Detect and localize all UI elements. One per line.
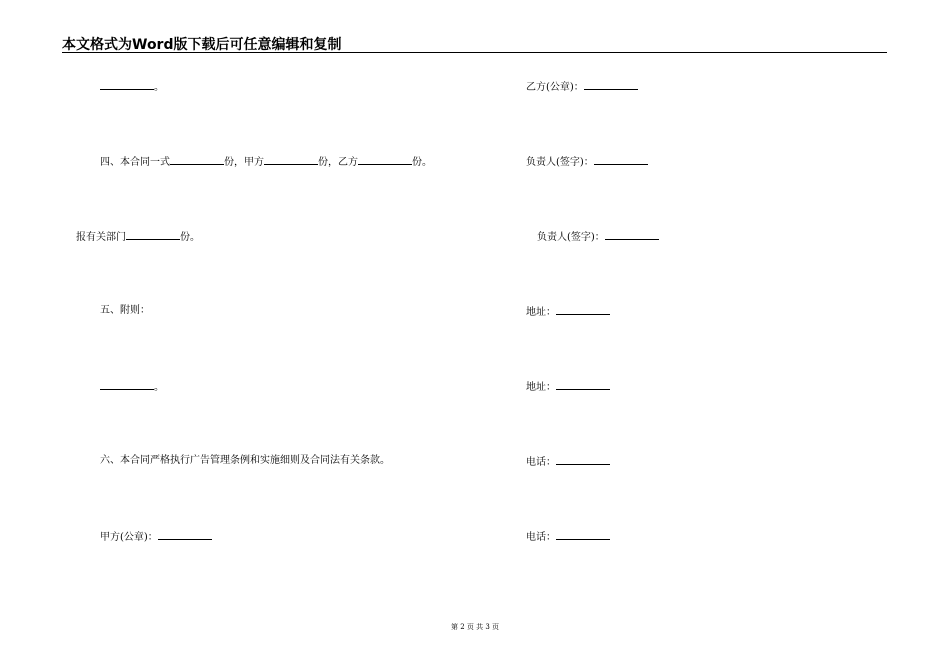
right-line-responsible-2 xyxy=(537,230,659,244)
report-dept-end: 份。 xyxy=(180,232,200,243)
right-line-address-1 xyxy=(526,305,610,319)
right-line-responsible-1 xyxy=(526,155,648,169)
responsible-signature-label: 负责人(签字)： xyxy=(537,232,605,243)
fill-blank xyxy=(556,455,610,465)
report-dept-label: 报有关部门 xyxy=(76,232,126,243)
page-number-footer: 第 2 页 共 3 页 xyxy=(450,623,500,631)
fill-blank xyxy=(100,380,154,390)
appendix-heading: 五、附则： xyxy=(100,305,150,316)
address-label: 地址： xyxy=(526,307,556,318)
document-header-title: 本文格式为Word版下载后可任意编辑和复制 xyxy=(62,37,342,53)
party-a-copies-label: 份，甲方 xyxy=(224,157,264,168)
fill-blank xyxy=(605,230,659,240)
fill-blank xyxy=(556,305,610,315)
party-b-seal-label: 乙方(公章)： xyxy=(526,82,584,93)
fill-blank xyxy=(100,80,154,90)
left-line-report xyxy=(76,230,200,244)
left-line-1 xyxy=(100,80,164,94)
fill-blank xyxy=(158,530,212,540)
phone-label: 电话： xyxy=(526,532,556,543)
responsible-signature-label: 负责人(签字)： xyxy=(526,157,594,168)
right-line-address-2 xyxy=(526,380,610,394)
fill-blank xyxy=(126,230,180,240)
fill-blank xyxy=(594,155,648,165)
fill-blank xyxy=(556,530,610,540)
header-divider xyxy=(62,52,887,53)
line-1-suffix: 。 xyxy=(154,82,164,93)
copies-clause-label: 四、本合同一式 xyxy=(100,157,170,168)
left-line-copies xyxy=(100,155,432,169)
left-line-appendix xyxy=(100,305,150,317)
fill-blank xyxy=(556,380,610,390)
party-a-seal-label: 甲方(公章)： xyxy=(100,532,158,543)
fill-blank xyxy=(170,155,224,165)
right-line-party-b-seal xyxy=(526,80,638,94)
right-line-phone-2 xyxy=(526,530,610,544)
party-b-copies-label: 份，乙方 xyxy=(318,157,358,168)
fill-blank xyxy=(584,80,638,90)
clause-6-text: 六、本合同严格执行广告管理条例和实施细则及合同法有关条款。 xyxy=(100,455,390,466)
line-5-suffix: 。 xyxy=(154,382,164,393)
left-line-party-a-seal xyxy=(100,530,212,544)
left-line-clause-6 xyxy=(100,455,390,467)
left-line-5 xyxy=(100,380,164,394)
fill-blank xyxy=(358,155,412,165)
address-label: 地址： xyxy=(526,382,556,393)
right-line-phone-1 xyxy=(526,455,610,469)
phone-label: 电话： xyxy=(526,457,556,468)
fill-blank xyxy=(264,155,318,165)
copies-clause-end: 份。 xyxy=(412,157,432,168)
